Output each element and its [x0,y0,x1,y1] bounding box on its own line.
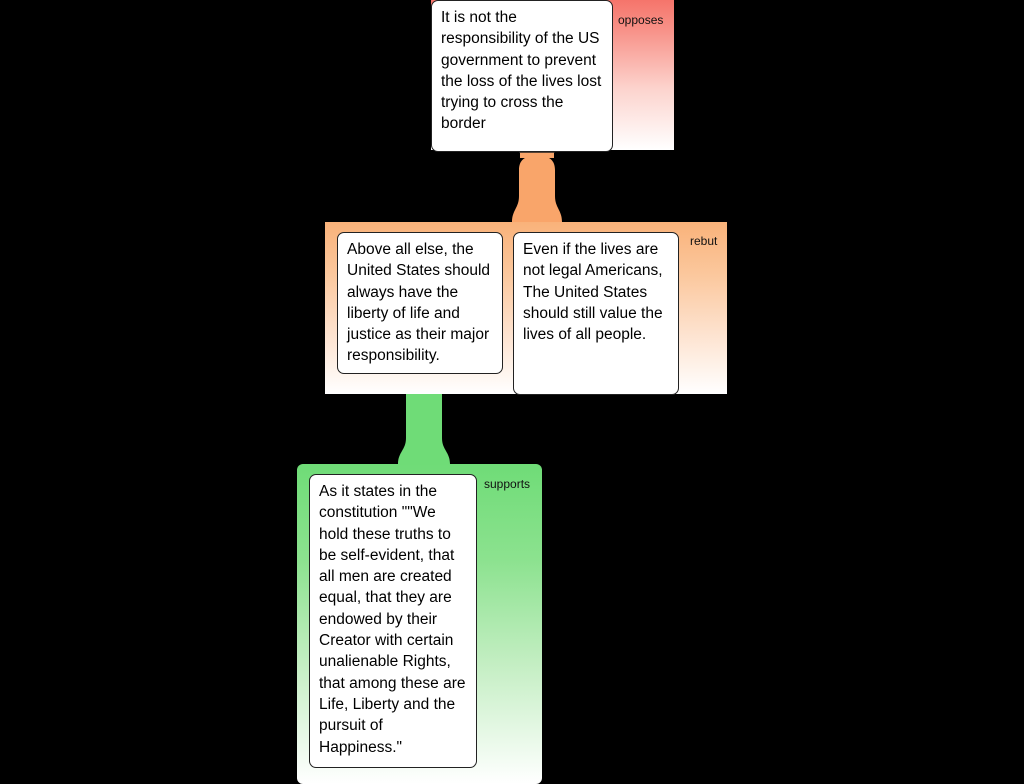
card-rebut-2[interactable]: Even if the lives are not legal Americans, The United States should still value the lives of all people. [513,232,679,395]
connector-rebut-to-opposes [512,155,562,222]
card-opposes-1[interactable]: It is not the responsibility of the US government to prevent the loss of the lives lost trying to cross the border [431,0,613,152]
group-label-rebut: rebut [690,234,718,248]
group-label-supports: supports [484,477,531,491]
card-supports-1[interactable]: As it states in the constitution ""We hold these truths to be self-evident, that all men are created equal, that they are endowed by their Creator with certain unalienable Rights, that among these are Life, Liberty and the pursuit of Happiness." [309,474,477,768]
group-label-opposes: opposes [618,13,664,27]
card-rebut-1[interactable]: Above all else, the United States should always have the liberty of life and justice as their major responsibility. [337,232,503,374]
